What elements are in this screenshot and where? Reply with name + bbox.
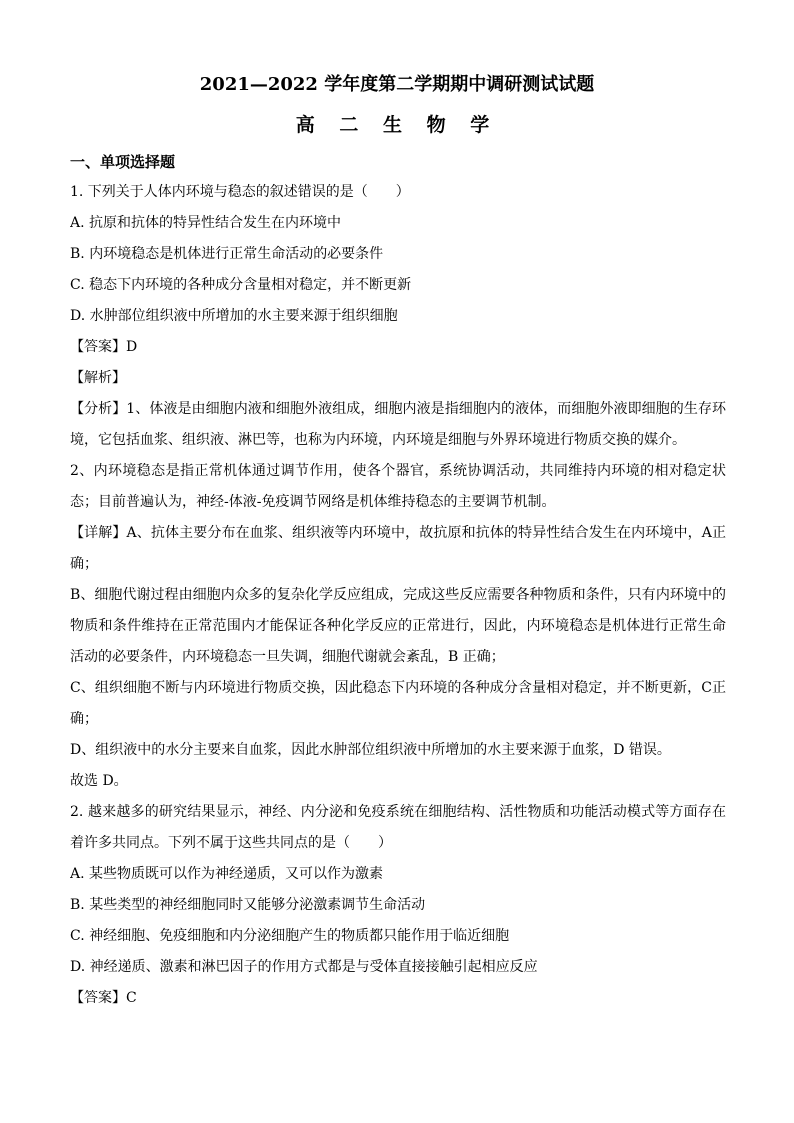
answer-value: D xyxy=(126,339,138,355)
detail-paragraph-b: B、细胞代谢过程由细胞内众多的复杂化学反应组成，完成这些反应需要各种物质和条件，只有内环境中的物质和条件维持在正常范围内才能保证各种化学反应的正常进行，因此，内环境稳态是机体进行正常生命活动的必要条件，内环境稳态一旦失调，细胞代谢就会紊乱，B 正确； xyxy=(70,587,726,665)
detail-paragraph-c: C、组织细胞不断与内环境进行物质交换，因此稳态下内环境的各种成分含量相对稳定，并不断更新，C正确； xyxy=(70,680,726,727)
question-2-stem: 2. 越来越多的研究结果显示，神经、内分泌和免疫系统在细胞结构、活性物质和功能活动模式等方面存在着许多共同点。下列不属于这些共同点的是（ ） xyxy=(70,804,726,851)
subject-title: 高 二 生 物 学 xyxy=(295,114,499,136)
analysis-paragraph-2: 2、内环境稳态是指正常机体通过调节作用，使各个器官，系统协调活动，共同维持内环境的相对稳定状态；目前普遍认为，神经-体液-免疫调节网络是机体维持稳态的主要调节机制。 xyxy=(70,463,726,510)
page-title: 2021—2022 学年度第二学期期中调研测试试题 xyxy=(199,74,595,95)
question-1-option-c: C. 稳态下内环境的各种成分含量相对稳定，并不断更新 xyxy=(70,277,412,293)
fenxi-text-1: 1、体液是由细胞内液和细胞外液组成，细胞内液是指细胞内的液体，而细胞外液即细胞的生存环境，它包括血浆、组织液、淋巴等，也称为内环境，内环境是细胞与外界环境进行物质交换的媒介。 xyxy=(70,401,727,448)
analysis-label: 【解析】 xyxy=(70,370,126,386)
answer-tag: 【答案】 xyxy=(70,990,126,1006)
question-1-option-d: D. 水肿部位组织液中所增加的水主要来源于组织细胞 xyxy=(70,308,398,324)
section-heading: 一、单项选择题 xyxy=(70,153,176,171)
fenxi-label: 【分析】 xyxy=(70,401,127,417)
question-1-stem: 1. 下列关于人体内环境与稳态的叙述错误的是（ ） xyxy=(70,184,410,200)
question-2-option-b: B. 某些类型的神经细胞同时又能够分泌激素调节生命活动 xyxy=(70,897,426,913)
question-1-answer xyxy=(70,332,726,363)
detail-text-a: A、抗体主要分布在血浆、组织液等内环境中，故抗原和抗体的特异性结合发生在内环境中，A正确； xyxy=(70,525,727,572)
answer-value: C xyxy=(126,990,137,1006)
analysis-paragraph-1 xyxy=(70,394,726,456)
analysis-tag xyxy=(70,363,726,394)
answer-tag: 【答案】 xyxy=(70,339,126,355)
question-2-answer xyxy=(70,983,726,1014)
question-1-option-b: B. 内环境稳态是机体进行正常生命活动的必要条件 xyxy=(70,246,384,262)
question-1-conclusion: 故选 D。 xyxy=(70,773,128,789)
question-2-option-a: A. 某些物质既可以作为神经递质，又可以作为激素 xyxy=(70,866,384,882)
question-2-option-d: D. 神经递质、激素和淋巴因子的作用方式都是与受体直接接触引起相应反应 xyxy=(70,959,538,975)
xiangjie-label: 【详解】 xyxy=(70,525,127,541)
question-1-option-a: A. 抗原和抗体的特异性结合发生在内环境中 xyxy=(70,215,342,231)
document-body xyxy=(70,147,726,1014)
detail-paragraph-a xyxy=(70,518,726,580)
detail-paragraph-d: D、组织液中的水分主要来自血浆，因此水肿部位组织液中所增加的水主要来源于血浆，D 错误。 xyxy=(70,742,671,758)
question-2-option-c: C. 神经细胞、免疫细胞和内分泌细胞产生的物质都只能作用于临近细胞 xyxy=(70,928,510,944)
